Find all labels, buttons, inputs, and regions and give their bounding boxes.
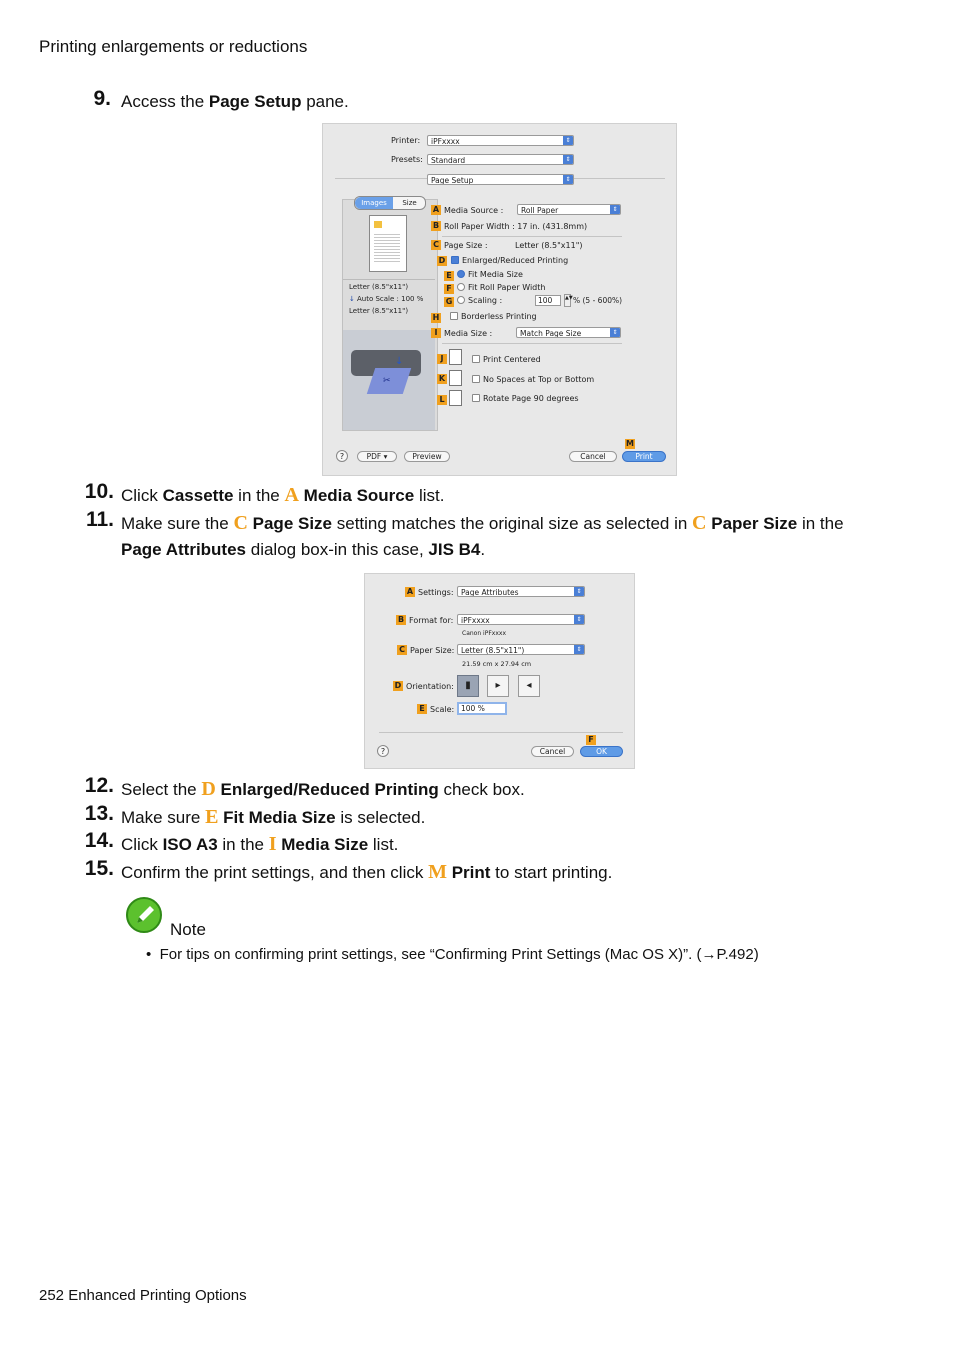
badge-f: F <box>586 735 596 745</box>
enlarged-reduced-checkbox[interactable] <box>451 256 459 264</box>
fit-media-size-radio[interactable] <box>457 270 465 278</box>
note-label: Note <box>170 920 206 939</box>
page-size-value: Letter (8.5"x11") <box>515 241 583 250</box>
callout-ref: D <box>201 778 216 800</box>
popup-arrow-icon: ⇕ <box>610 328 620 337</box>
borderless-label: Borderless Printing <box>461 312 537 321</box>
presets-popup[interactable]: Standard ⇕ <box>427 154 574 165</box>
paper-size-label: Paper Size: <box>410 646 455 655</box>
thumbnail-text-lines <box>374 232 400 262</box>
cancel-button[interactable]: Cancel <box>531 746 574 757</box>
badge-a: A <box>406 587 414 596</box>
step-number: 10. <box>84 480 114 503</box>
rotate-page-label: Rotate Page 90 degrees <box>483 394 579 403</box>
callout-ref: I <box>268 833 277 855</box>
fit-media-size-label: Fit Media Size <box>468 270 523 279</box>
badge-c: C <box>397 645 407 655</box>
page-size-label: Page Size : <box>444 241 488 250</box>
format-popup[interactable]: iPFxxxx ⇕ <box>457 614 585 625</box>
print-centered-label: Print Centered <box>483 355 541 364</box>
print-centered-icon <box>449 349 462 365</box>
step-number: 14. <box>84 829 114 852</box>
badge-g: G <box>445 297 453 306</box>
landscape-orientation-button[interactable]: ▸ <box>487 675 509 697</box>
step-text: Make sure the C Page Size setting matches the original size as selected in C Paper Size in the <box>121 512 844 534</box>
separator <box>379 732 623 733</box>
step-text: Confirm the print settings, and then click M Print to start printing. <box>121 861 613 883</box>
page-thumbnail <box>369 215 407 272</box>
media-source-label: Media Source : <box>444 206 504 215</box>
reverse-landscape-button[interactable]: ◂ <box>518 675 540 697</box>
scale-input[interactable]: 100 % <box>457 702 507 715</box>
popup-arrow-icon: ⇕ <box>563 136 573 145</box>
step-number: 11. <box>85 508 114 531</box>
preview-button[interactable]: Preview <box>404 451 450 462</box>
step-number: 12. <box>84 774 114 797</box>
media-size-popup[interactable]: Match Page Size ⇕ <box>516 327 621 338</box>
page-attributes-dialog <box>364 573 635 769</box>
badge-f: F <box>444 284 454 294</box>
badge-h: H <box>432 313 440 322</box>
page-footer: 252 Enhanced Printing Options <box>39 1287 247 1304</box>
tab-images[interactable]: Images <box>355 197 393 209</box>
ok-button[interactable]: OK <box>580 746 623 757</box>
badge-b: B <box>397 615 405 624</box>
paper-size-popup[interactable]: Letter (8.5"x11") ⇕ <box>457 644 585 655</box>
paper-size-sub: 21.59 cm x 27.94 cm <box>462 660 532 668</box>
scaling-input[interactable]: 100 <box>535 295 561 306</box>
badge-d: D <box>438 256 446 265</box>
bullet: • <box>146 946 160 963</box>
badge-m: M <box>626 439 634 448</box>
help-button[interactable]: ? <box>377 745 389 757</box>
step-text: Select the D Enlarged/Reduced Printing check box. <box>121 778 525 800</box>
step-text: Click Cassette in the A Media Source list. <box>121 484 445 506</box>
step-text: Access the Page Setup pane. <box>121 92 349 111</box>
page-header: Printing enlargements or reductions <box>39 37 308 56</box>
scaling-stepper[interactable]: ▲▼ <box>564 294 571 307</box>
popup-arrow-icon: ⇕ <box>563 175 573 184</box>
separator <box>442 343 622 344</box>
popup-arrow-icon: ⇕ <box>574 615 584 624</box>
settings-popup[interactable]: Page Attributes ⇕ <box>457 586 585 597</box>
tab-size[interactable]: Size <box>402 199 417 207</box>
callout-ref: C <box>692 512 707 534</box>
presets-label: Presets: <box>391 155 423 164</box>
note-item: • For tips on confirming print settings, see “Confirming Print Settings (Mac OS X)”. (→P.492) <box>146 946 759 963</box>
preview-info-2: Auto Scale : 100 % <box>357 295 424 303</box>
separator <box>343 279 435 280</box>
settings-label: Settings: <box>418 588 454 597</box>
portrait-orientation-button[interactable]: ▮ <box>457 675 479 697</box>
badge-a: A <box>432 205 440 214</box>
step-number: 13. <box>84 802 114 825</box>
help-button[interactable]: ? <box>336 450 348 462</box>
pane-popup[interactable]: Page Setup ⇕ <box>427 174 574 185</box>
rotate-page-icon <box>449 390 462 406</box>
scale-label: Scale: <box>430 705 455 714</box>
step-text: Click ISO A3 in the I Media Size list. <box>121 833 399 855</box>
popup-arrow-icon: ⇕ <box>574 645 584 654</box>
preview-info-3: Letter (8.5"x11") <box>349 307 409 315</box>
feed-arrow-icon: ↓ <box>395 356 404 367</box>
scaling-label: Scaling : <box>468 296 503 305</box>
borderless-checkbox[interactable] <box>450 312 458 320</box>
popup-arrow-icon: ⇕ <box>574 587 584 596</box>
callout-ref: C <box>233 512 248 534</box>
enlarged-reduced-label: Enlarged/Reduced Printing <box>462 256 569 265</box>
step-text: Page Attributes dialog box-in this case, JIS B4. <box>121 540 486 559</box>
badge-i: I <box>431 328 441 338</box>
badge-e: E <box>444 271 454 281</box>
preview-info-1: Letter (8.5"x11") <box>349 283 409 291</box>
step-number: 9. <box>93 87 111 110</box>
media-size-label: Media Size : <box>444 329 493 338</box>
scaling-range: % (5 - 600%) <box>573 296 623 305</box>
callout-ref: E <box>205 806 219 828</box>
pdf-button[interactable]: PDF ▾ <box>357 451 397 462</box>
badge-e: E <box>417 704 427 714</box>
media-source-popup[interactable]: Roll Paper ⇕ <box>517 204 621 215</box>
popup-arrow-icon: ⇕ <box>563 155 573 164</box>
page-setup-dialog <box>322 123 677 476</box>
fit-roll-width-radio[interactable] <box>457 283 465 291</box>
no-spaces-label: No Spaces at Top or Bottom <box>483 375 595 384</box>
badge-l: L <box>437 395 447 405</box>
badge-k: K <box>438 374 446 383</box>
format-label: Format for: <box>409 616 454 625</box>
no-spaces-checkbox[interactable] <box>472 375 480 383</box>
note-pencil-icon <box>124 896 164 934</box>
popup-arrow-icon: ⇕ <box>610 205 620 214</box>
badge-c: C <box>431 240 441 250</box>
printer-illustration <box>343 330 435 430</box>
step-text: Make sure E Fit Media Size is selected. <box>121 806 426 828</box>
print-button[interactable]: Print <box>622 451 666 462</box>
fit-roll-width-label: Fit Roll Paper Width <box>468 283 546 292</box>
print-centered-checkbox[interactable] <box>472 355 480 363</box>
step-number: 15. <box>84 857 114 880</box>
roll-paper-width: Roll Paper Width : 17 in. (431.8mm) <box>444 222 588 231</box>
tab-group <box>354 196 426 210</box>
separator <box>442 236 622 237</box>
callout-ref: M <box>428 861 447 883</box>
no-spaces-icon <box>449 370 462 386</box>
format-sub: Canon iPFxxxx <box>462 630 506 637</box>
printer-popup[interactable]: iPFxxxx ⇕ <box>427 135 574 146</box>
badge-d: D <box>394 681 402 690</box>
scaling-radio[interactable] <box>457 296 465 304</box>
rotate-page-checkbox[interactable] <box>472 394 480 402</box>
orientation-label: Orientation: <box>406 682 454 691</box>
printer-label: Printer: <box>391 136 421 145</box>
scissors-icon: ✂ <box>383 376 391 386</box>
badge-j: J <box>437 354 447 364</box>
callout-ref: A <box>284 484 299 506</box>
badge-b: B <box>432 221 440 230</box>
down-arrow-icon: ↓ <box>349 295 355 303</box>
cancel-button[interactable]: Cancel <box>569 451 617 462</box>
thumbnail-image-icon <box>374 221 382 228</box>
